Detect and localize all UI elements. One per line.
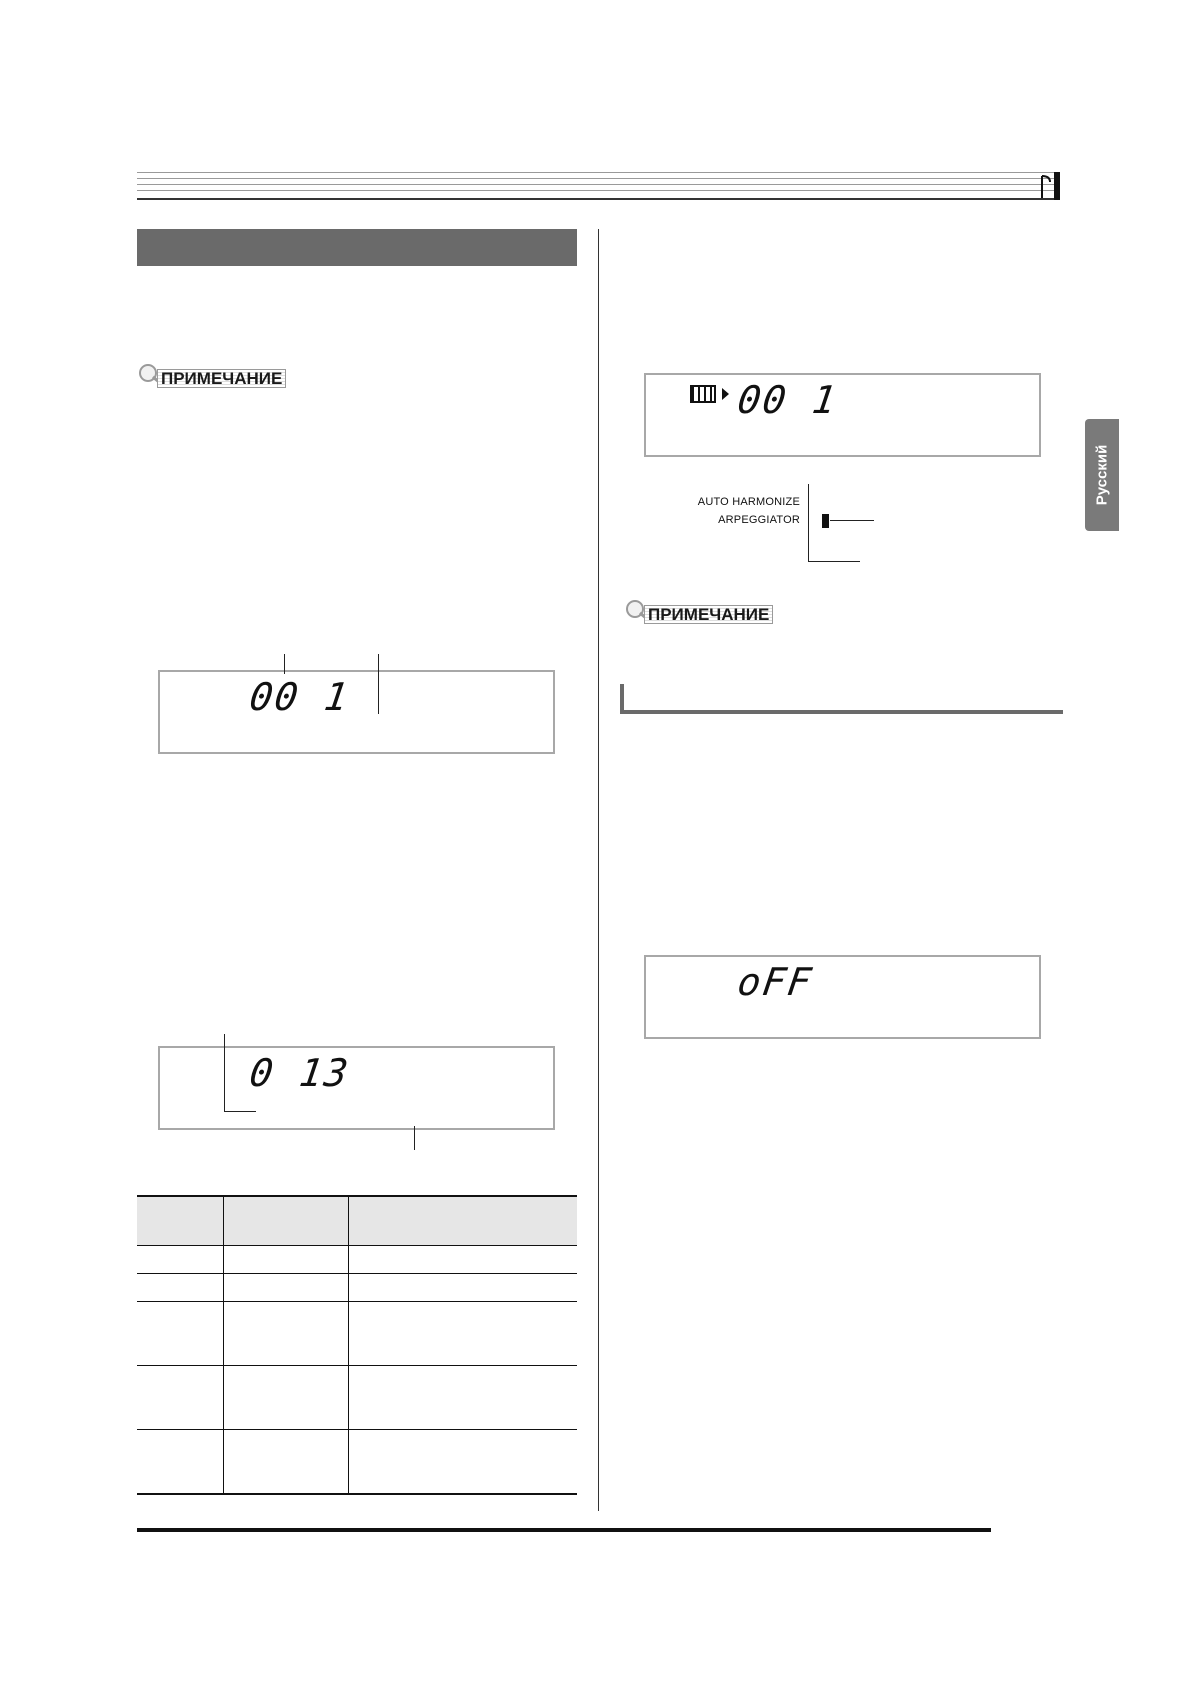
table-row [137, 1302, 577, 1366]
table-row [137, 1274, 577, 1302]
staff-line [137, 178, 1056, 179]
staff-line [137, 184, 1056, 185]
subsection-rule [620, 710, 1063, 714]
callout-line [414, 1126, 415, 1150]
callout-line [378, 654, 379, 714]
staff-line [137, 172, 1056, 173]
table-cell [349, 1274, 578, 1302]
table-cell [349, 1366, 578, 1430]
lcd-digits: oFF [734, 960, 816, 1004]
arrow-right-icon [722, 388, 729, 400]
note-label: ПРИМЕЧАНИЕ [157, 369, 286, 388]
table-cell [224, 1430, 349, 1494]
table-cell [349, 1430, 578, 1494]
subsection-bar [620, 684, 624, 713]
table-cell [349, 1302, 578, 1366]
lcd-display [158, 1046, 555, 1130]
table-header-cell [224, 1196, 349, 1246]
table-cell [224, 1366, 349, 1430]
indicator-block [822, 514, 829, 528]
table-row [137, 1366, 577, 1430]
callout-line [808, 484, 809, 562]
lcd-label-arpeggiator: ARPEGGIATOR [718, 514, 800, 526]
table-header-cell [137, 1196, 224, 1246]
language-tab-label: Русский [1093, 444, 1111, 506]
table-cell [137, 1302, 224, 1366]
callout-line [830, 520, 874, 521]
table-cell [224, 1302, 349, 1366]
keyboard-icon [690, 385, 716, 403]
callout-line [284, 654, 285, 674]
lcd-digits: 00 1 [246, 675, 353, 719]
table-cell [137, 1274, 224, 1302]
header-rule [137, 198, 1056, 200]
staff-line [137, 190, 1056, 191]
table-header-cell [349, 1196, 578, 1246]
table-cell [137, 1246, 224, 1274]
music-note-icon [1038, 172, 1052, 200]
lcd-label-auto-harmonize: AUTO HARMONIZE [697, 496, 800, 508]
table-header-row [137, 1196, 577, 1246]
language-tab [1085, 419, 1119, 531]
footer-rule [137, 1528, 991, 1532]
table-cell [349, 1246, 578, 1274]
note-label: ПРИМЕЧАНИЕ [644, 605, 773, 624]
table-cell [224, 1274, 349, 1302]
callout-line [224, 1111, 256, 1112]
data-table [137, 1195, 577, 1495]
section-heading-bar [137, 229, 577, 266]
table-cell [224, 1246, 349, 1274]
table-row [137, 1246, 577, 1274]
lcd-digits: 0 13 [246, 1051, 353, 1095]
callout-line [808, 561, 860, 562]
lcd-digits: 00 1 [734, 378, 841, 422]
table-row [137, 1430, 577, 1494]
lcd-display [644, 373, 1041, 457]
lcd-display [158, 670, 555, 754]
lcd-display [644, 955, 1041, 1039]
table-cell [137, 1366, 224, 1430]
table-cell [137, 1430, 224, 1494]
staff-end-bar [1054, 172, 1060, 200]
column-divider [598, 229, 599, 1511]
callout-line [224, 1034, 225, 1112]
